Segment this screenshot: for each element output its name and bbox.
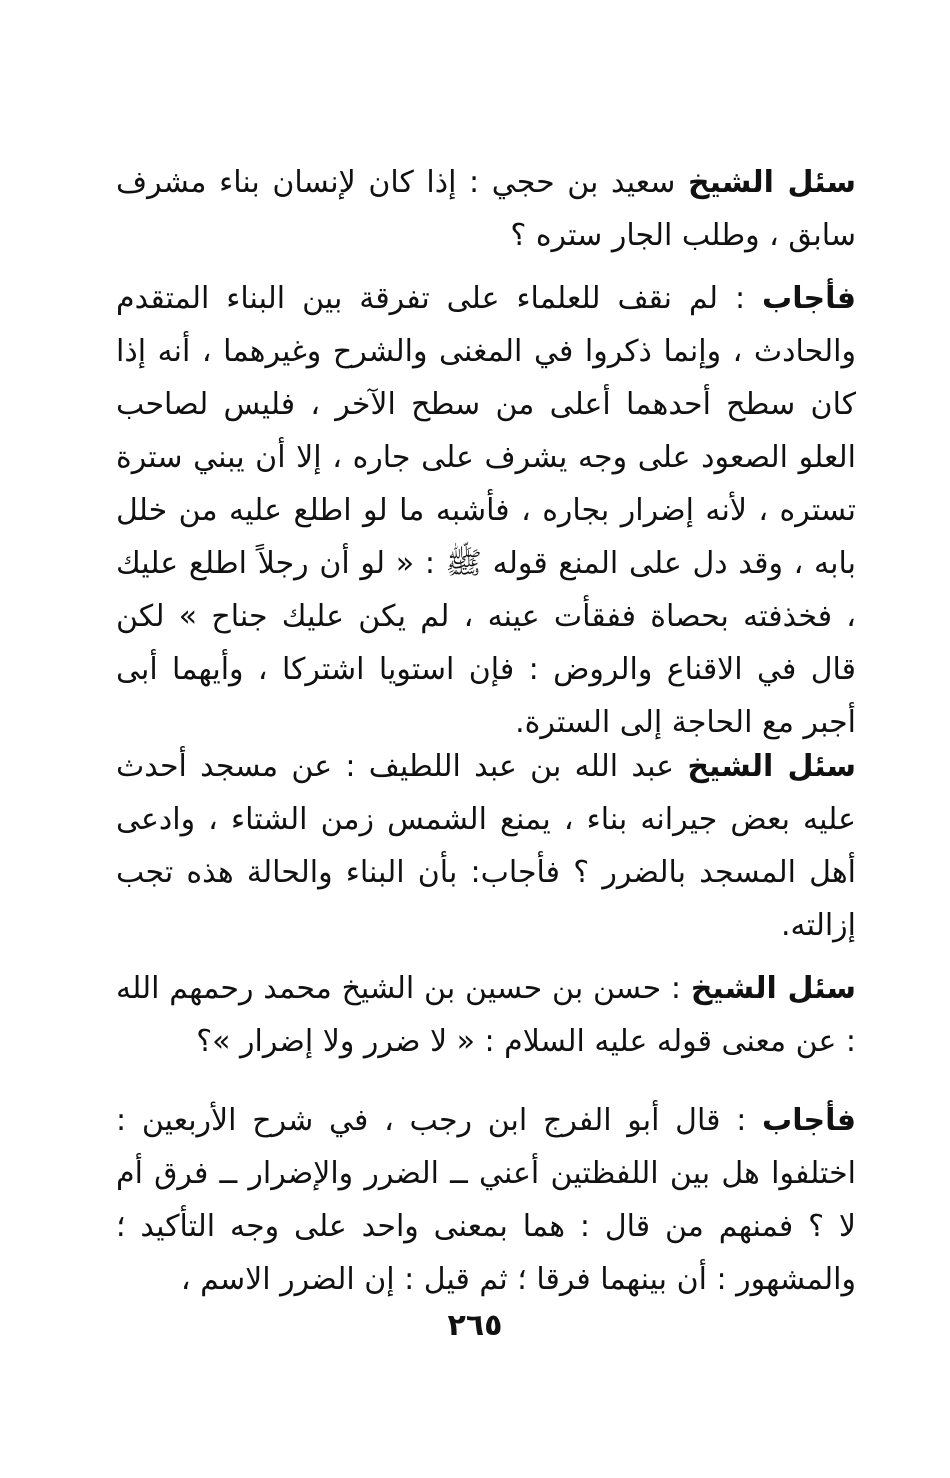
paragraph-lead: فأجاب <box>762 1103 856 1138</box>
paragraph-text: : لم نقف للعلماء على تفرقة بين البناء المتقدم والحادث ، وإنما ذكروا في المغنى والشرح وغيرهما ، أنه إذا كان سطح أحدهما أعلى من سطح الآخر ، فليس لصاحب العلو الصعود على وجه يشرف على جاره ، إلا أن يبني سترة تستره ، لأنه إضرار بجاره ، فأشبه ما لو اطلع عليه من خلل بابه ، وقد دل على المنع قوله ﷺ : « لو أن رجلاً اطلع عليك ، فخذفته بحصاة ففقأت عينه ، لم يكن عليك جناح » لكن قال في الاقناع والروض : فإن استويا اشتركا ، وأيهما أبى أجبر مع الحاجة إلى السترة. <box>116 281 856 740</box>
paragraph-lead: فأجاب <box>762 281 856 316</box>
page-number: ٢٦٥ <box>447 1308 503 1343</box>
paragraph-lead: سئل الشيخ <box>687 749 856 784</box>
paragraph-lead: سئل الشيخ <box>690 971 856 1006</box>
paragraph-lead: سئل الشيخ <box>688 165 856 200</box>
paragraph-text: عبد الله بن عبد اللطيف : عن مسجد أحدث عليه بعض جيرانه بناء ، يمنع الشمس زمن الشتاء ، وادعى أهل المسجد بالضرر ؟ فأجاب: بأن البناء والحالة هذه تجب إزالته. <box>116 749 856 943</box>
paragraph-question-1 <box>116 156 856 262</box>
paragraph-question-3 <box>116 962 856 1068</box>
paragraph-text: : حسن بن حسين بن الشيخ محمد رحمهم الله : عن معنى قوله عليه السلام : « لا ضرر ولا إضرار »؟ <box>116 971 856 1059</box>
paragraph-text: : قال أبو الفرج ابن رجب ، في شرح الأربعين : اختلفوا هل بين اللفظتين أعني ــ الضرر والإضرار ــ فرق أم لا ؟ فمنهم من قال : هما بمعنى واحد على وجه التأكيد ؛ والمشهور : أن بينهما فرقا ؛ ثم قيل : إن الضرر الاسم ، <box>116 1103 856 1297</box>
paragraph-answer-1 <box>116 272 856 749</box>
paragraph-answer-3 <box>116 1094 856 1306</box>
paragraph-text: سعيد بن حجي : إذا كان لإنسان بناء مشرف سابق ، وطلب الجار ستره ؟ <box>116 165 856 253</box>
paragraph-question-2 <box>116 740 856 952</box>
